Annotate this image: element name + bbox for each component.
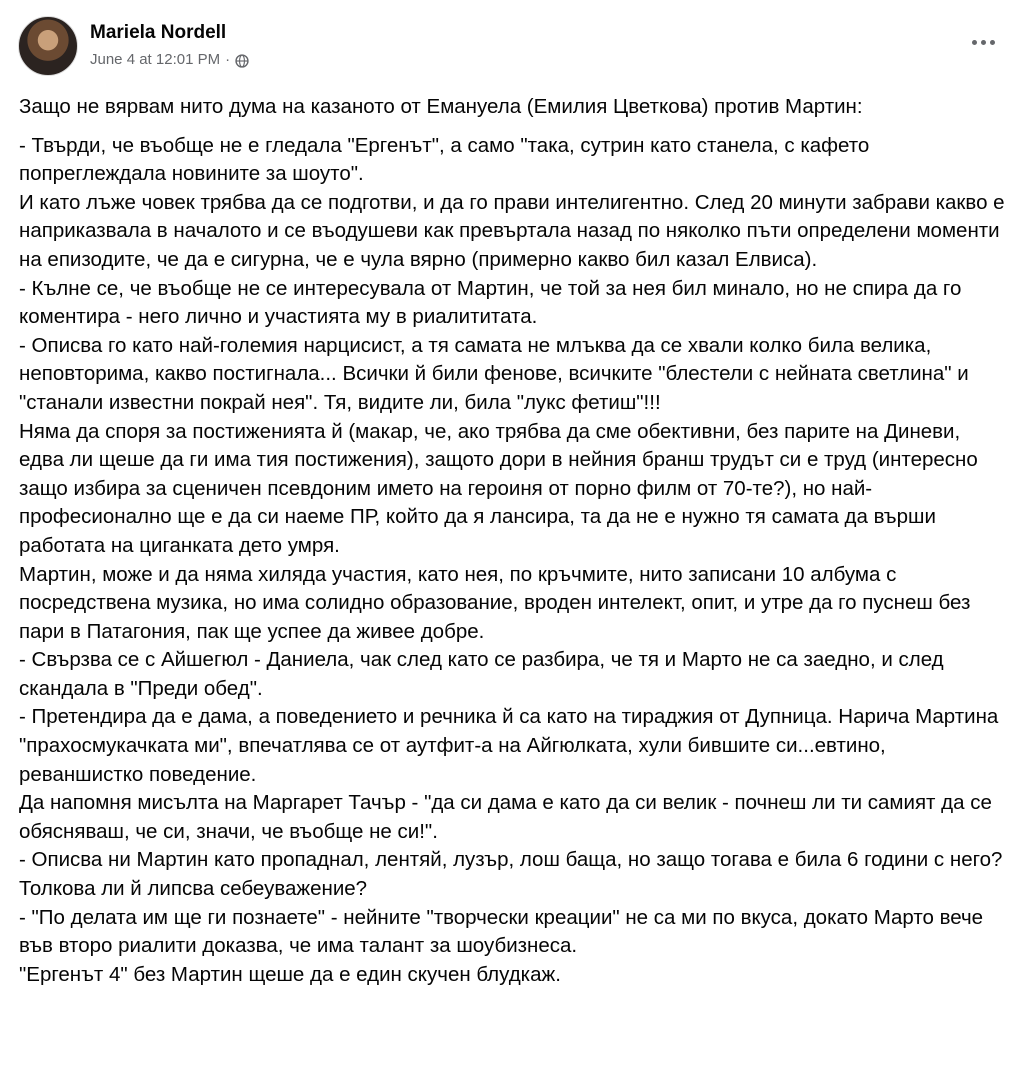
post-intro: Защо не вярвам нито дума на казаното от Емануела (Емилия Цветкова) против Мартин:: [19, 95, 863, 118]
post-line: - Описва ни Мартин като пропаднал, лентяй, лузър, лош баща, но защо тогава е била 6 години с него? Толкова ли й липсва себеуважение?: [19, 848, 1003, 901]
post-line: И като лъже човек трябва да се подготви, и да го прави интелигентно. След 20 минути забрави какво е наприказвала в началото и се въодушеви как превъртала назад по няколко пъти определени моменти на епизодите, че да е сигурна, че е чула вярно (примерно какво бил казал Елвиса).: [19, 190, 1005, 271]
globe-icon[interactable]: [235, 53, 249, 67]
author-name[interactable]: Mariela Nordell: [90, 22, 227, 43]
separator-dot: ·: [225, 51, 231, 68]
post-header: [18, 16, 249, 76]
avatar[interactable]: [18, 16, 78, 76]
post-line: - Твърди, че въобще не е гледала "Ергенът", а само "така, сутрин като станела, с кафето попреглеждала новините за шоуто".: [19, 133, 870, 186]
more-options-icon[interactable]: [965, 30, 1001, 54]
post-body: [19, 93, 1009, 989]
post-subline: [90, 49, 249, 71]
post-line: - "По делата им ще ги познаете" - нейните "творчески креации" не са ми по вкуса, докато Марто вече във второ риалити доказва, че има талант за шоубизнеса.: [19, 905, 984, 958]
post-line: Да напомня мисълта на Маргарет Тачър - "да си дама е като да си велик - почнеш ли ти самият да се обясняваш, че си, значи, че въобще не си!".: [19, 791, 992, 843]
post-line: - Свързва се с Айшегюл - Даниела, чак след като се разбира, че тя и Марто не са заедно, и след скандала в "Преди обед".: [19, 648, 944, 700]
post-line: Няма да споря за постиженията й (макар, че, ако трябва да сме обективни, без парите на Диневи, едва ли щеше да ги има тия постижения), защото дори в нейния бранш трудът си е труд (интересно защо избира за сценичен псевдоним името на героиня от порно филм от 70-те?), но най-професионално ще е да си наеме ПР, който да я лансира, та да не е нужно тя самата да върши работата на циганката дето умря.: [19, 419, 978, 557]
post-line: - Претендира да е дама, а поведението и речника й са като на тираджия от Дупница. Нарича Мартина "прахосмукачката ми", впечатлява се от аутфит-а на Айгюлката, хули бившите си...евтино, реваншистко поведение.: [19, 705, 999, 786]
post-line: "Ергенът 4" без Мартин щеше да е един скучен блудкаж.: [19, 962, 561, 986]
post-line: - Описва го като най-големия нарцисист, а тя самата не млъква да се хвали колко била велика, неповторима, какво постигнала... Всички й били фенове, всичките "блестели с нейната светлина" и "станали известни покрай нея". Тя, видите ли, била "лукс фетиш"!!!: [19, 333, 969, 414]
post-line: - Кълне се, че въобще не се интересувала от Мартин, че той за нея бил минало, но не спира да го коментира - него лично и участията му в риалититата.: [19, 276, 962, 329]
timestamp[interactable]: June 4 at 12:01 PM: [90, 51, 221, 68]
post-line: Мартин, може и да няма хиляда участия, като нея, по кръчмите, нито записани 10 албума с посредствена музика, но има солидно образование, вроден интелект, опит, и утре да го пуснеш без пари в Патагония, пак ще успее да живее добре.: [19, 562, 971, 643]
post-meta: [90, 21, 249, 71]
